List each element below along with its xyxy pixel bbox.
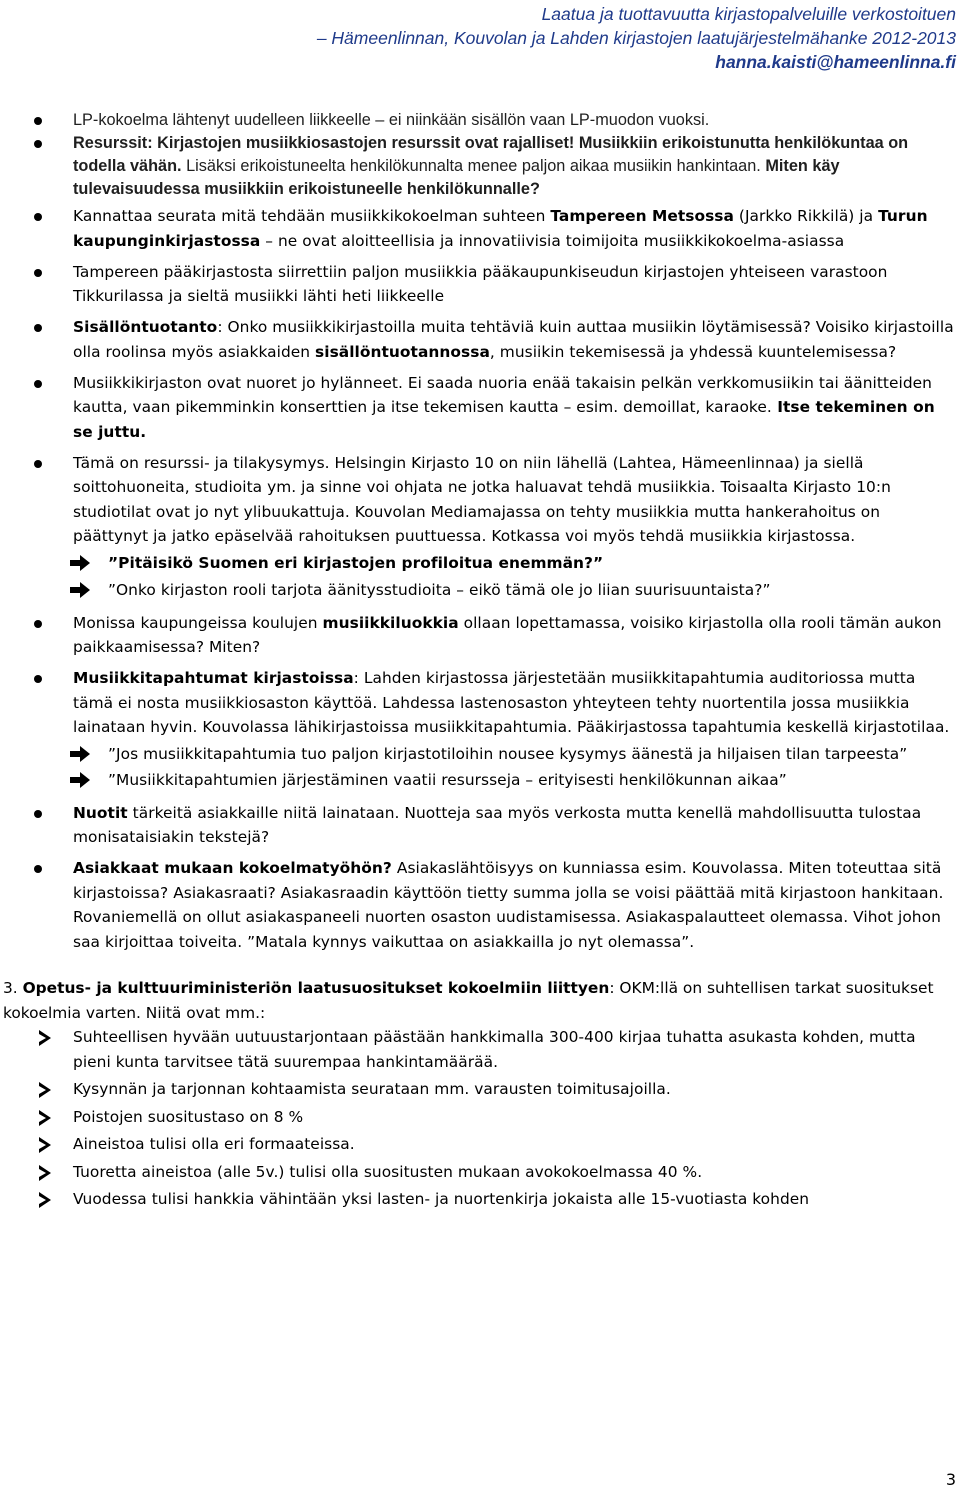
top-bullet-list [0, 109, 958, 201]
list-item: Musiikkikirjaston ovat nuoret jo hylänneet. Ei saada nuoria enää takaisin pelkän verkkomusiikin tai äänitteiden kautta, vaan pikemminkin konserttien ja itse tekemisen kautta – esim. demoillat, karaoke. Itse tekeminen on se juttu. [0, 371, 958, 445]
arrow-item: ”Onko kirjaston rooli tarjota äänitysstudioita – eikö tämä ole jo liian suurisuuntaista?” [0, 578, 958, 603]
page-header [317, 2, 956, 74]
bullet-icon [34, 620, 42, 628]
chevron-right-icon [36, 1136, 54, 1154]
arrow-right-icon [68, 581, 92, 599]
list-item: Sisällöntuotanto: Onko musiikkikirjastoilla muita tehtäviä kuin auttaa musiikin löytämisessä? Voisiko kirjastoilla olla roolinsa myös asiakkaiden sisällöntuotannossa, musiikin tekemisessä ja yhdessä kuuntelemisessa? [0, 315, 958, 364]
bullet-icon [34, 140, 42, 148]
recommendations-list [0, 1025, 958, 1212]
chevron-right-icon [36, 1081, 54, 1099]
list-item: Kannattaa seurata mitä tehdään musiikkikokoelman suhteen Tampereen Metsossa (Jarkko Rikkilä) ja Turun kaupunginkirjastossa – ne ovat aloitteellisia ja innovatiivisia toimijoita musiikkikokoelma-asiassa [0, 204, 958, 253]
main-bullet-list-3 [0, 801, 958, 955]
arrow-item: ”Pitäisikö Suomen eri kirjastojen profiloitua enemmän?” [0, 551, 958, 576]
list-item: Nuotit tärkeitä asiakkaille niitä lainataan. Nuotteja saa myös verkosta mutta kenellä mahdollisuutta tulostaa monisataisiakin tekstejä? [0, 801, 958, 850]
bullet-icon [34, 213, 42, 221]
bullet-icon [34, 380, 42, 388]
list-item: Poistojen suositustaso on 8 % [0, 1105, 958, 1130]
arrow-right-icon [68, 771, 92, 789]
header-project-subtitle: – Hämeenlinnan, Kouvolan ja Lahden kirjastojen laatujärjestelmähanke 2012-2013 [316, 28, 956, 48]
list-item: Tampereen pääkirjastosta siirrettiin paljon musiikkia pääkaupunkiseudun kirjastojen yhteiseen varastoon Tikkurilassa ja sieltä musiikki lähti heti liikkeelle [0, 260, 958, 309]
list-item: Resurssit: Kirjastojen musiikkiosastojen resurssit ovat rajalliset! Musiikkiin erikoistunutta henkilökuntaa on todella vähän. Lisäksi erikoistuneelta henkilökunnalta menee paljon aikaa musiikin hankintaan. Miten käy tulevaisuudessa musiikkiin erikoistuneelle henkilökunnalle? [0, 132, 958, 201]
page-number: 3 [945, 1470, 956, 1489]
arrow-right-icon [68, 554, 92, 572]
list-item: Asiakkaat mukaan kokoelmatyöhön? Asiakaslähtöisyys on kunniassa esim. Kouvolassa. Miten toteuttaa sitä kirjastoissa? Asiakasraati? Asiakasraadin käyttöön tietty summa jolla se voisi päättää mitä kirjastoon hankitaan. Rovaniemellä on ollut asiakaspaneeli nuorten osaston uudistamisessa. Asiakaspalautteet olemassa. Vihot johon saa kirjoittaa toiveita. ”Matala kynnys vaikuttaa on asiakkailla jo nyt olemassa”. [0, 856, 958, 954]
bullet-icon [34, 324, 42, 332]
section-3-intro: 3. Opetus- ja kulttuuriministeriön laatusuositukset kokoelmiin liittyen: OKM:llä on suhtellisen tarkat suositukset kokoelmia varten. Niitä ovat mm.: [3, 979, 934, 1022]
list-item: Tämä on resurssi- ja tilakysymys. Helsingin Kirjasto 10 on niin lähellä (Lahtea, Hämeenlinnaa) ja siellä soittohuoneita, studioita ym. ja sinne voi ohjata ne jotka haluavat tehdä musiikkia. Toisaalta Kirjasto 10:n studiotilat ovat jo nyt ylibuukattuja. Kouvolan Mediamajassa on tehty musiikkia mutta hankerahoitus on päättynyt ja jatko epäselvää rahoituksen puuttuessa. Kotkassa voi myös tehdä musiikkia kirjastossa. [0, 451, 958, 549]
list-item: LP-kokoelma lähtenyt uudelleen liikkeelle – ei niinkään sisällön vaan LP-muodon vuoksi. [0, 109, 958, 132]
bullet-icon [34, 269, 42, 277]
document-body [0, 109, 958, 1215]
chevron-right-icon [36, 1109, 54, 1127]
arrow-right-icon [68, 745, 92, 763]
list-item: Tuoretta aineistoa (alle 5v.) tulisi olla suositusten mukaan avokokoelmassa 40 %. [0, 1160, 958, 1185]
arrow-item: ”Jos musiikkitapahtumia tuo paljon kirjastotiloihin nousee kysymys äänestä ja hiljaisen tilan tarpeesta” [0, 742, 958, 767]
list-item: Kysynnän ja tarjonnan kohtaamista seurataan mm. varausten toimitusajoilla. [0, 1077, 958, 1102]
section-3-title: Opetus- ja kulttuuriministeriön laatusuositukset kokoelmiin liittyen [22, 979, 610, 997]
bullet-icon [34, 865, 42, 873]
arrow-list-2 [0, 742, 958, 793]
list-item: Aineistoa tulisi olla eri formaateissa. [0, 1132, 958, 1157]
arrow-list-1 [0, 551, 958, 603]
chevron-right-icon [36, 1191, 54, 1209]
arrow-item: ”Musiikkitapahtumien järjestäminen vaatii resursseja – erityisesti henkilökunnan aikaa” [0, 768, 958, 793]
chevron-right-icon [36, 1164, 54, 1182]
list-item: Musiikkitapahtumat kirjastoissa: Lahden kirjastossa järjestetään musiikkitapahtumia auditoriossa mutta tämä ei nosta musiikkiosaston käyttöä. Lahdessa lastenosaston yhteyteen tehty nuortentila jossa musiikkia lainataan hyvin. Kouvolassa lähikirjastoissa musiikkitapahtumia. Pääkirjastossa tapahtumia keskellä kirjastotilaa. [0, 666, 958, 740]
list-item: Vuodessa tulisi hankkia vähintään yksi lasten- ja nuortenkirja jokaista alle 15-vuotiasta kohden [0, 1187, 958, 1212]
header-email: hanna.kaisti@hameenlinna.fi [715, 52, 956, 72]
bullet-icon [34, 675, 42, 683]
main-bullet-list-2 [0, 611, 958, 740]
bullet-icon [34, 117, 42, 125]
main-bullet-list [0, 204, 958, 549]
list-item: Monissa kaupungeissa koulujen musiikkiluokkia ollaan lopettamassa, voisiko kirjastolla olla rooli tämän aukon paikkaamisessa? Miten? [0, 611, 958, 660]
bullet-icon [34, 810, 42, 818]
header-project-title: Laatua ja tuottavuutta kirjastopalveluille verkostoituen [541, 4, 956, 24]
list-item: Suhteellisen hyvään uutuustarjontaan päästään hankkimalla 300-400 kirjaa tuhatta asukasta kohden, mutta pieni kunta tarvitsee tätä suurempaa hankintamäärää. [0, 1025, 958, 1074]
chevron-right-icon [36, 1029, 54, 1047]
bullet-icon [34, 460, 42, 468]
